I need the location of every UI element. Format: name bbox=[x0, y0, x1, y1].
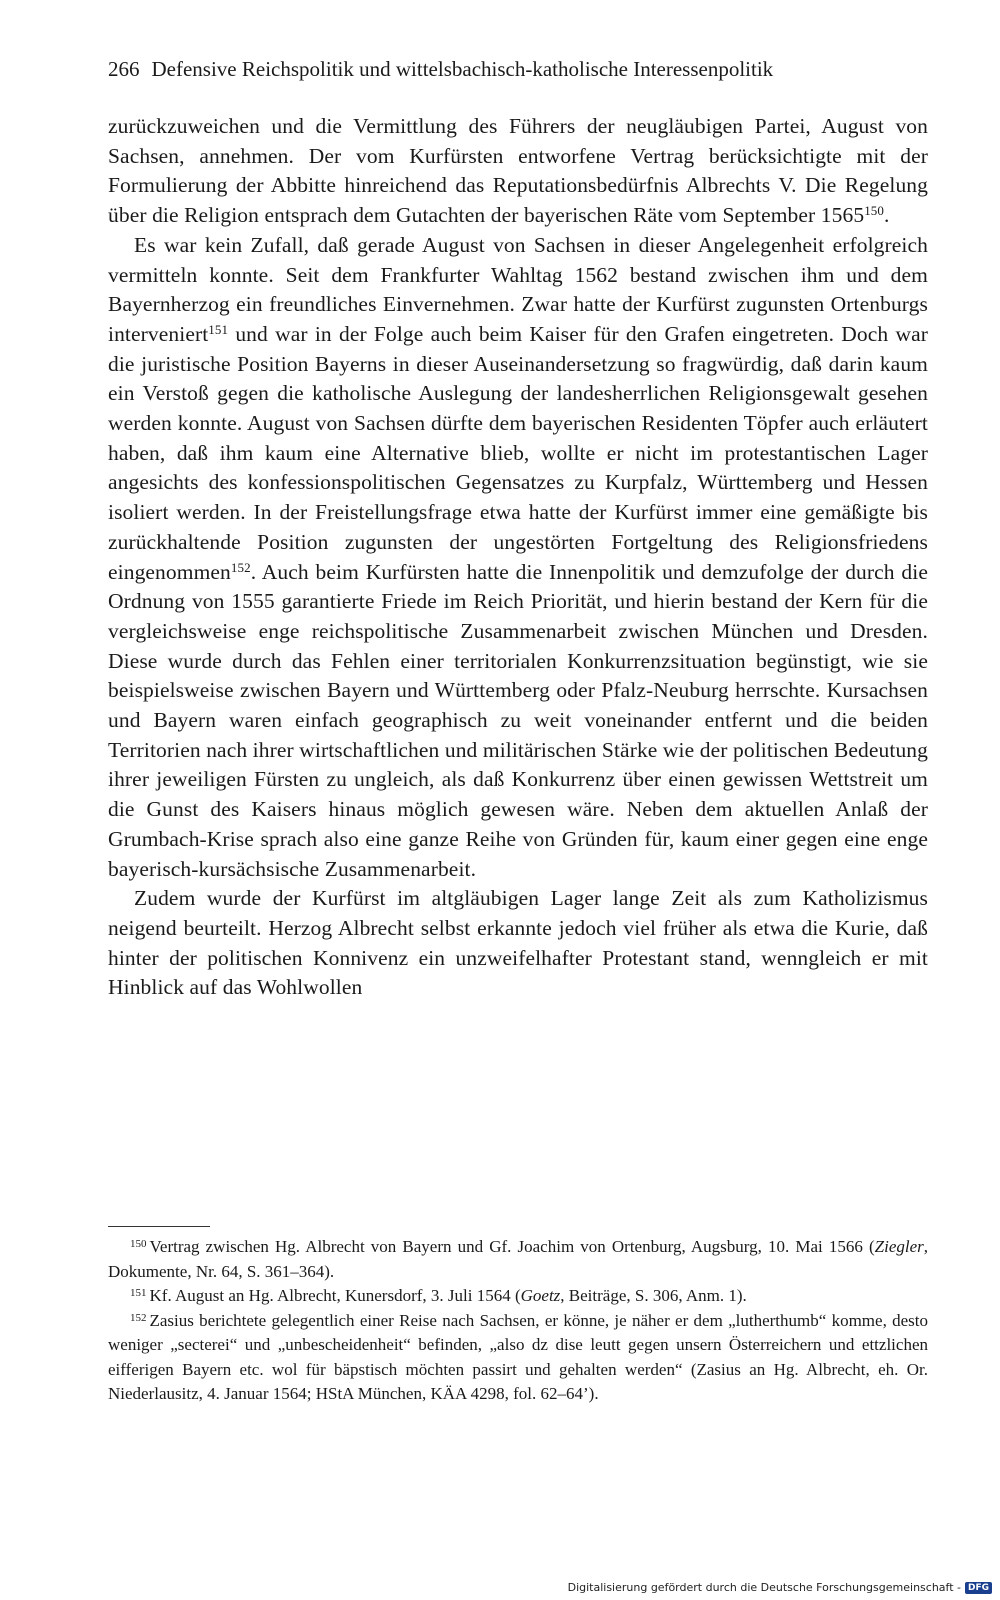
footnote-ref-151[interactable]: 151 bbox=[208, 321, 229, 337]
footnote-number: 152 bbox=[130, 1311, 147, 1324]
footnote-divider bbox=[108, 1226, 210, 1227]
paragraph-text: Zudem wurde der Kurfürst im altgläubigen Lager lange Zeit als zum Katholizismus neigend beurteilt. Herzog Albrecht selbst erkannte jedoch viel früher als etwa die Kurie, daß hinter der politischen Konnivenz ein unzweifelhafter Protestant stand, wenngleich er mit Hinblick auf das Wohlwollen bbox=[108, 886, 928, 1000]
footnote-151 bbox=[108, 1284, 928, 1309]
footnote-text: Kf. August an Hg. Albrecht, Kunersdorf, 3. Juli 1564 ( bbox=[149, 1286, 521, 1305]
footnote-text: , Beiträge, S. 306, Anm. 1). bbox=[560, 1286, 747, 1305]
footnote-ref-152[interactable]: 152 bbox=[230, 559, 251, 575]
footnote-text: Zasius berichtete gelegentlich einer Reise nach Sachsen, er könne, je näher er dem „lutherthumb“ komme, desto weniger „secterei“ und „unbescheidenheit“ befinden, „also dz dise leutt gegen unsern Österreichern und ettzlichen eifferigen Bayern etc. wol für bäpstisch möchten passirt und gehalten werden“ (Zasius an Hg. Albrecht, eh. Or. Niederlausitz, 4. Januar 1564; HStA München, KÄA 4298, fol. 62–64’). bbox=[108, 1310, 928, 1403]
footnote-150 bbox=[108, 1235, 928, 1284]
footnote-author: Goetz bbox=[520, 1286, 561, 1305]
page-number: 266 bbox=[108, 57, 140, 81]
digitization-credit bbox=[568, 1581, 992, 1594]
paragraph-3 bbox=[108, 884, 928, 1003]
paragraph-1 bbox=[108, 112, 928, 231]
paragraph-2 bbox=[108, 231, 928, 884]
running-header bbox=[108, 54, 898, 84]
footnotes bbox=[108, 1235, 928, 1407]
footnote-number: 151 bbox=[130, 1287, 147, 1299]
paragraph-text: zurückzuweichen und die Vermittlung des Führers der neugläubigen Partei, August von Sachsen, annehmen. Der vom Kurfürsten entworfene Vertrag berücksichtigte mit der Formulierung der Abbitte hinreichend das Reputationsbedürfnis Albrechts V. Die Regelung über die Religion entsprach dem Gutachten der bayerischen Räte vom September 1565 bbox=[108, 114, 928, 228]
footnote-number: 150 bbox=[130, 1238, 147, 1250]
footnote-text: Vertrag zwischen Hg. Albrecht von Bayern und Gf. Joachim von Ortenburg, Augsburg, 10. Mai 1566 ( bbox=[149, 1237, 875, 1256]
footnote-152 bbox=[108, 1309, 928, 1407]
credit-text: Digitalisierung gefördert durch die Deutsche Forschungsgemeinschaft - bbox=[567, 1581, 961, 1594]
footnote-ref-150[interactable]: 150 bbox=[864, 203, 884, 219]
dfg-logo: DFG bbox=[965, 1582, 992, 1594]
paragraph-text: und war in der Folge auch beim Kaiser für den Grafen eingetreten. Doch war die juristische Position Bayerns in dieser Auseinandersetzung so fragwürdig, daß darin kaum ein Verstoß gegen die katholische Auslegung der landesherrlichen Religionsgewalt gesehen werden konnte. August von Sachsen dürfte dem bayerischen Residenten Töpfer auch erläutert haben, daß ihm kaum eine Alternative blieb, wollte er nicht im protestantischen Lager angesichts des konfessionspolitischen Gegensatzes zu Kurpfalz, Württemberg und Hessen isoliert werden. In der Freistellungsfrage etwa hatte der Kurfürst immer eine gemäßigte bis zurückhaltende Position zugunsten der ungestörten Fortgeltung des Religionsfriedens eingenommen bbox=[108, 321, 928, 584]
paragraph-text: . bbox=[884, 203, 890, 228]
running-title: Defensive Reichspolitik und wittelsbachisch-katholische Interessenpolitik bbox=[151, 57, 774, 81]
footnote-author: Ziegler bbox=[874, 1237, 924, 1256]
main-text bbox=[108, 112, 928, 1003]
paragraph-text: . Auch beim Kurfürsten hatte die Innenpolitik und demzufolge der durch die Ordnung von 1555 garantierte Friede im Reich Priorität, und hierin bestand der Kern für die vergleichsweise enge reichspolitische Zusammenarbeit zwischen München und Dresden. Diese wurde durch das Fehlen einer territorialen Konkurrenzsituation begünstigt, wie sie beispielsweise zwischen Bayern und Württemberg oder Pfalz-Neuburg herrschte. Kursachsen und Bayern waren einfach geographisch zu weit voneinander entfernt und die beiden Territorien nach ihrer wirtschaftlichen und militärischen Stärke wie der politischen Bedeutung ihrer jeweiligen Fürsten zu ungleich, als daß Konkurrenz über einen gewissen Wettstreit um die Gunst des Kaisers hinaus möglich gewesen wäre. Neben dem aktuellen Anlaß der Grumbach-Krise sprach also eine ganze Reihe von Gründen für, kaum einer gegen eine enge bayerisch-kursächsische Zusammenarbeit. bbox=[108, 559, 928, 881]
footnote-text: , Dokumente, Nr. 64, S. 361–364). bbox=[108, 1237, 928, 1281]
paragraph-text: Es war kein Zufall, daß gerade August von Sachsen in dieser Angelegenheit erfolgreich vermitteln konnte. Seit dem Frankfurter Wahltag 1562 bestand zwischen ihm und dem Bayernherzog ein freundliches Einvernehmen. Zwar hatte der Kurfürst zugunsten Ortenburgs interveniert bbox=[108, 232, 928, 346]
